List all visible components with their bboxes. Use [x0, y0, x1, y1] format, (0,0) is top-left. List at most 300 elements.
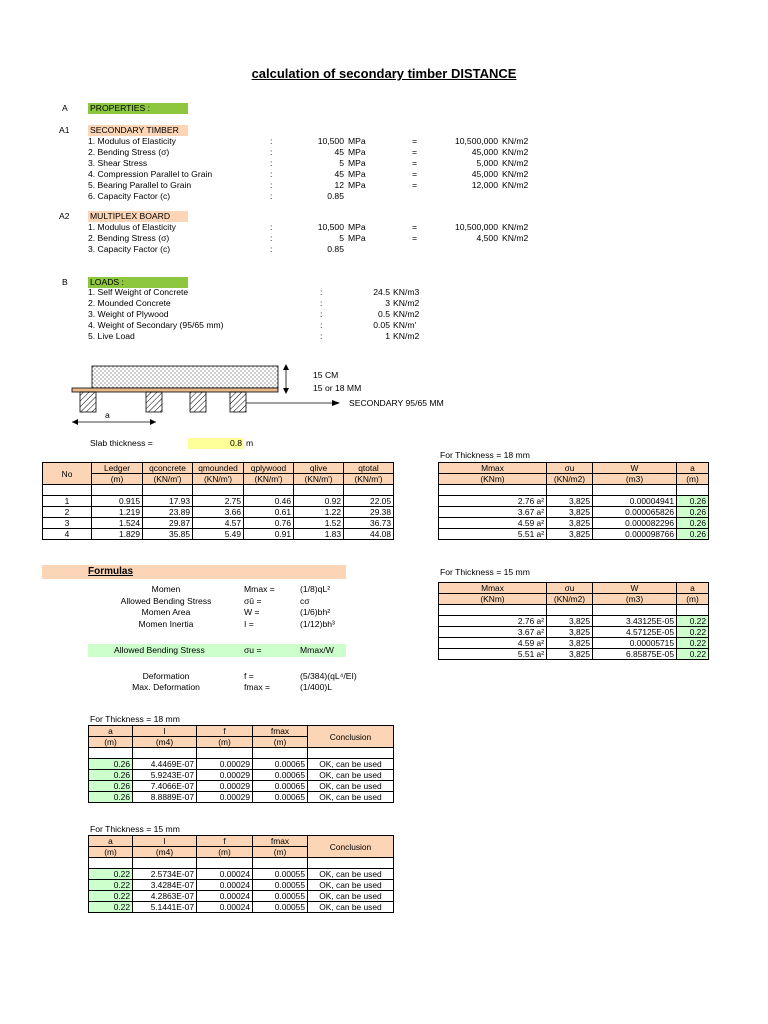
table-header-cell: I — [133, 726, 197, 737]
property-value-converted: 45,000 — [471, 169, 498, 179]
table-cell: OK, can be used — [308, 902, 394, 913]
table-cell — [92, 485, 143, 496]
table-cell: 29.38 — [344, 507, 394, 518]
table-cell: 0.26 — [89, 792, 133, 803]
table-row — [89, 891, 394, 902]
table-cell: 3.66 — [193, 507, 244, 518]
property-equals: = — [412, 169, 418, 179]
diagram-secondary-label: SECONDARY 95/65 MM — [349, 398, 444, 408]
load-value: 0.05 — [373, 320, 390, 330]
load-name: 3. Weight of Plywood — [88, 309, 169, 319]
table-cell: 1 — [43, 496, 92, 507]
table-row — [43, 518, 394, 529]
property-unit: MPa — [348, 222, 366, 232]
table-cell: 0.00055 — [253, 891, 308, 902]
property-name: 4. Compression Parallel to Grain — [88, 169, 213, 179]
table-cell — [197, 748, 253, 759]
table-cell — [143, 485, 193, 496]
table-row — [439, 507, 709, 518]
property-value: 5 — [339, 158, 344, 168]
table-cell: 0.26 — [677, 507, 709, 518]
table-row — [89, 902, 394, 913]
table-cell: 1.829 — [92, 529, 143, 540]
table-unit-cell: (m) — [89, 737, 133, 748]
property-colon: : — [270, 136, 273, 146]
table-cell: 0.00029 — [197, 792, 253, 803]
property-colon: : — [270, 147, 273, 157]
table-cell: 0.00024 — [197, 902, 253, 913]
table-cell: 2.75 — [193, 496, 244, 507]
formula-expression: (1/6)bh² — [300, 607, 331, 617]
table-unit-row — [439, 474, 709, 485]
table-cell: 22.05 — [344, 496, 394, 507]
section-a2-code: A2 — [59, 211, 70, 221]
table-unit-cell: (KNm) — [439, 594, 547, 605]
table-cell: 0.26 — [677, 529, 709, 540]
dtable15-caption: For Thickness = 15 mm — [90, 824, 180, 834]
table-cell: 2.5734E-07 — [133, 869, 197, 880]
table-cell: 0.22 — [677, 638, 709, 649]
load-value: 0.5 — [378, 309, 390, 319]
table-cell: OK, can be used — [308, 792, 394, 803]
table-cell: 1.83 — [294, 529, 344, 540]
mtable15-caption: For Thickness = 15 mm — [440, 567, 530, 577]
table-row — [439, 518, 709, 529]
property-equals: = — [412, 147, 418, 157]
table-row — [89, 759, 394, 770]
load-name: 5. Live Load — [88, 331, 135, 341]
table-cell: 3,825 — [547, 649, 593, 660]
table-cell: 23.89 — [143, 507, 193, 518]
formula-symbol: I = — [244, 618, 254, 629]
table-cell: OK, can be used — [308, 891, 394, 902]
table-cell: 0.91 — [244, 529, 294, 540]
property-equals: = — [412, 233, 418, 243]
table-cell: OK, can be used — [308, 759, 394, 770]
table-cell: OK, can be used — [308, 770, 394, 781]
table-row — [43, 507, 394, 518]
table-cell: 36.73 — [344, 518, 394, 529]
table-cell: 5.51 a² — [439, 649, 547, 660]
table-cell — [439, 485, 547, 496]
table-cell — [593, 605, 677, 616]
table-row — [439, 638, 709, 649]
load-value: 24.5 — [373, 287, 390, 297]
property-value-converted: 10,500,000 — [454, 222, 498, 232]
property-unit-converted: KN/m2 — [502, 169, 529, 179]
formula-allowed-name: Allowed Bending Stress — [114, 645, 205, 655]
load-unit: KN/m2 — [393, 298, 420, 308]
table-cell: 0.61 — [244, 507, 294, 518]
property-unit-converted: KN/m2 — [502, 222, 529, 232]
page-title: calculation of secondary timber DISTANCE — [251, 66, 517, 81]
property-name: 3. Shear Stress — [88, 158, 148, 168]
property-value: 45 — [334, 147, 344, 157]
table-unit-cell: (m) — [197, 847, 253, 858]
table-cell: 0.00024 — [197, 880, 253, 891]
load-colon: : — [320, 320, 323, 330]
table-cell — [253, 748, 308, 759]
secondary-beam-4 — [230, 392, 246, 412]
formula-symbol: W = — [244, 607, 260, 617]
load-name: 4. Weight of Secondary (95/65 mm) — [88, 320, 224, 330]
table-row — [439, 496, 709, 507]
table-cell: 1.22 — [294, 507, 344, 518]
table-cell: 5.9243E-07 — [133, 770, 197, 781]
table-cell: 0.22 — [89, 880, 133, 891]
formula-expression: (1/12)bh³ — [300, 618, 335, 629]
table-row — [439, 529, 709, 540]
load-name: 2. Mounded Concrete — [88, 298, 171, 308]
table-cell: 0.22 — [89, 869, 133, 880]
table-cell — [193, 485, 244, 496]
plywood-board-shape — [72, 388, 278, 392]
table-row — [43, 529, 394, 540]
mtable18-caption: For Thickness = 18 mm — [440, 450, 530, 460]
table-unit-cell: (m) — [677, 594, 709, 605]
table-row — [439, 649, 709, 660]
property-unit: MPa — [348, 233, 366, 243]
table-cell — [197, 858, 253, 869]
table-cell: 0.00065 — [253, 781, 308, 792]
table-unit-cell: (m3) — [593, 474, 677, 485]
table-cell — [439, 605, 547, 616]
diagram-board-label: 15 or 18 MM — [313, 383, 362, 393]
secondary-beam-1 — [80, 392, 96, 412]
table-unit-cell: (m4) — [133, 737, 197, 748]
table-cell: 1.52 — [294, 518, 344, 529]
property-unit-converted: KN/m2 — [502, 158, 529, 168]
property-colon: : — [270, 180, 273, 190]
table-unit-cell: (KN/m2) — [547, 474, 593, 485]
moment-table-18mm — [438, 462, 709, 540]
property-value: 0.85 — [327, 244, 344, 254]
table-cell: 2 — [43, 507, 92, 518]
load-colon: : — [320, 287, 323, 297]
deflection-table-15mm — [88, 835, 394, 913]
table-cell: 0.26 — [89, 759, 133, 770]
table-cell: 0.00005715 — [593, 638, 677, 649]
table-header-cell: qlive — [294, 463, 344, 474]
table-cell: 0.000065826 — [593, 507, 677, 518]
load-value: 3 — [385, 298, 390, 308]
table-cell — [593, 485, 677, 496]
table-cell: 0.00029 — [197, 770, 253, 781]
table-header-cell: σu — [547, 463, 593, 474]
property-value: 10,500 — [317, 136, 344, 146]
property-name: 2. Bending Stress (σ) — [88, 233, 170, 243]
table-header-cell: Ledger — [92, 463, 143, 474]
table-unit-cell: (m3) — [593, 594, 677, 605]
property-equals: = — [412, 136, 418, 146]
table-cell: 3.43125E-05 — [593, 616, 677, 627]
load-unit: KN/m' — [393, 320, 417, 330]
property-unit-converted: KN/m2 — [502, 180, 529, 190]
secondary-beam-2 — [146, 392, 162, 412]
table-cell: OK, can be used — [308, 880, 394, 891]
table-cell: 2.76 a² — [439, 616, 547, 627]
formula-expression: (1/8)qL² — [300, 584, 331, 594]
secondary-beam-3 — [190, 392, 206, 412]
table-cell: 0.92 — [294, 496, 344, 507]
table-header-row — [43, 463, 394, 474]
property-equals: = — [412, 222, 418, 232]
property-name: 5. Bearing Parallel to Grain — [88, 180, 192, 190]
moment-table-15mm — [438, 582, 709, 660]
table-cell: 0.22 — [677, 627, 709, 638]
formwork-diagram — [70, 360, 490, 432]
table-cell: 0.26 — [89, 770, 133, 781]
table-unit-cell: (m) — [253, 737, 308, 748]
property-unit-converted: KN/m2 — [502, 233, 529, 243]
table-cell: 4.2863E-07 — [133, 891, 197, 902]
property-unit: MPa — [348, 169, 366, 179]
table-cell — [677, 605, 709, 616]
deflection-table-18mm — [88, 725, 394, 803]
table-cell: 4.59 a² — [439, 518, 547, 529]
formula-expression: (1/400)L — [300, 682, 333, 692]
table-cell: 6.85875E-05 — [593, 649, 677, 660]
table-cell: 3,825 — [547, 638, 593, 649]
table-cell — [677, 485, 709, 496]
load-unit: KN/m2 — [393, 331, 420, 341]
property-value: 45 — [334, 169, 344, 179]
table-header-cell: f — [197, 726, 253, 737]
slab-thickness-value: 0.8 — [188, 438, 244, 449]
table-cell — [308, 858, 394, 869]
table-cell — [43, 485, 92, 496]
table-header-row — [439, 583, 709, 594]
table-cell: 3,825 — [547, 616, 593, 627]
formula-name: Max. Deformation — [132, 682, 200, 692]
table-cell — [244, 485, 294, 496]
table-cell — [253, 858, 308, 869]
property-value: 5 — [339, 233, 344, 243]
table-cell: 0.00065 — [253, 792, 308, 803]
table-cell: 0.00004941 — [593, 496, 677, 507]
property-unit: MPa — [348, 180, 366, 190]
table-header-cell: a — [677, 583, 709, 594]
table-cell: 4.4469E-07 — [133, 759, 197, 770]
formula-symbol: fmax = — [244, 682, 271, 692]
table-cell: 1.219 — [92, 507, 143, 518]
formula-symbol: f = — [244, 671, 254, 681]
table-cell: 0.46 — [244, 496, 294, 507]
property-value: 10,500 — [317, 222, 344, 232]
table-unit-cell: (KNm) — [439, 474, 547, 485]
table-cell: 0.00029 — [197, 781, 253, 792]
table-row — [89, 792, 394, 803]
table-cell: 4 — [43, 529, 92, 540]
table-cell: 3,825 — [547, 529, 593, 540]
property-value-converted: 12,000 — [471, 180, 498, 190]
table-cell: 0.000098766 — [593, 529, 677, 540]
formula-name: Allowed Bending Stress — [120, 595, 212, 606]
table-cell — [308, 748, 394, 759]
table-header-cell: f — [197, 836, 253, 847]
table-cell: 5.49 — [193, 529, 244, 540]
property-equals: = — [412, 158, 418, 168]
table-cell: 0.22 — [89, 902, 133, 913]
table-row — [439, 627, 709, 638]
property-name: 3. Capacity Factor (c) — [88, 244, 171, 254]
table-cell: 3,825 — [547, 507, 593, 518]
property-unit: MPa — [348, 158, 366, 168]
table-header-row — [89, 836, 394, 847]
property-unit: MPa — [348, 147, 366, 157]
formula-expression: (5/384)(qL⁴/EI) — [300, 671, 357, 681]
load-unit: KN/m2 — [393, 309, 420, 319]
table-cell: 0.00065 — [253, 770, 308, 781]
table-cell: 0.00055 — [253, 902, 308, 913]
table-cell: 3,825 — [547, 627, 593, 638]
table-header-cell: Conclusion — [308, 726, 394, 748]
concrete-slab-shape — [92, 366, 278, 388]
table-spacer-row — [439, 605, 709, 616]
table-spacer-row — [89, 748, 394, 759]
property-value: 12 — [334, 180, 344, 190]
table-cell: 29.87 — [143, 518, 193, 529]
property-value-converted: 10,500,000 — [454, 136, 498, 146]
formula-expression: cσ — [300, 595, 310, 606]
table-unit-cell: (m) — [89, 847, 133, 858]
table-cell: 0.26 — [677, 496, 709, 507]
table-unit-row — [439, 594, 709, 605]
table-unit-cell: (m) — [253, 847, 308, 858]
table-header-cell: qplywood — [244, 463, 294, 474]
property-equals: = — [412, 180, 418, 190]
table-cell: 0.00055 — [253, 880, 308, 891]
table-header-cell: qtotal — [344, 463, 394, 474]
formula-allowed-sym: σu = — [244, 645, 262, 655]
table-row — [439, 616, 709, 627]
formula-symbol: σû = — [244, 595, 262, 606]
table-cell: 3 — [43, 518, 92, 529]
table-cell: 4.57125E-05 — [593, 627, 677, 638]
property-unit-converted: KN/m2 — [502, 147, 529, 157]
table-cell: 0.000082296 — [593, 518, 677, 529]
table-cell — [547, 485, 593, 496]
table-cell — [89, 748, 133, 759]
section-a1-label: SECONDARY TIMBER — [88, 125, 188, 136]
property-colon: : — [270, 169, 273, 179]
table-header-row — [89, 726, 394, 737]
property-unit: MPa — [348, 136, 366, 146]
table-cell: 0.76 — [244, 518, 294, 529]
table-cell — [344, 485, 394, 496]
table-header-cell: qconcrete — [143, 463, 193, 474]
table-unit-cell: (KN/m') — [294, 474, 344, 485]
table-cell: 4.57 — [193, 518, 244, 529]
dtable18-caption: For Thickness = 18 mm — [90, 714, 180, 724]
table-cell: 2.76 a² — [439, 496, 547, 507]
table-cell: 4.59 a² — [439, 638, 547, 649]
table-header-cell: a — [677, 463, 709, 474]
property-value-converted: 5,000 — [476, 158, 498, 168]
property-name: 2. Bending Stress (σ) — [88, 147, 170, 157]
section-a1-code: A1 — [59, 125, 70, 135]
table-header-cell: Conclusion — [308, 836, 394, 858]
table-header-cell: I — [133, 836, 197, 847]
property-colon: : — [270, 222, 273, 232]
formula-symbol: Mmax = — [244, 584, 275, 594]
load-table — [42, 462, 394, 540]
slab-thickness-unit: m — [246, 438, 254, 448]
table-cell — [133, 858, 197, 869]
table-cell: OK, can be used — [308, 869, 394, 880]
property-unit-converted: KN/m2 — [502, 136, 529, 146]
load-colon: : — [320, 298, 323, 308]
table-cell — [133, 748, 197, 759]
formula-name: Momen Area — [141, 607, 191, 617]
table-cell: 0.22 — [89, 891, 133, 902]
table-unit-cell: (m) — [677, 474, 709, 485]
table-cell: 0.22 — [677, 649, 709, 660]
property-name: 6. Capacity Factor (c) — [88, 191, 171, 201]
table-cell: 3.4284E-07 — [133, 880, 197, 891]
table-unit-cell: (m4) — [133, 847, 197, 858]
table-row — [43, 496, 394, 507]
table-unit-cell: (KN/m2) — [547, 594, 593, 605]
table-header-row — [439, 463, 709, 474]
diagram-a-label: a — [105, 410, 110, 420]
table-cell: 3.67 a² — [439, 507, 547, 518]
slab-thickness-label: Slab thickness = — [90, 438, 153, 448]
table-header-cell: W — [593, 583, 677, 594]
table-row — [89, 869, 394, 880]
table-unit-row — [43, 474, 394, 485]
table-cell: 0.26 — [89, 781, 133, 792]
table-header-cell: a — [89, 836, 133, 847]
table-unit-cell: (m) — [197, 737, 253, 748]
table-cell: 0.00024 — [197, 869, 253, 880]
table-header-cell: σu — [547, 583, 593, 594]
load-unit: KN/m3 — [393, 287, 420, 297]
table-cell: 17.93 — [143, 496, 193, 507]
property-colon: : — [270, 191, 273, 201]
load-colon: : — [320, 309, 323, 319]
table-cell: 0.00055 — [253, 869, 308, 880]
load-value: 1 — [385, 331, 390, 341]
table-spacer-row — [43, 485, 394, 496]
load-name: 1. Self Weight of Concrete — [88, 287, 189, 297]
diagram-15cm-label: 15 CM — [313, 370, 339, 380]
table-unit-cell: (m) — [92, 474, 143, 485]
table-cell: 5.51 a² — [439, 529, 547, 540]
table-header-cell: W — [593, 463, 677, 474]
section-b-label: LOADS : — [88, 277, 188, 288]
property-colon: : — [270, 244, 273, 254]
section-a-code: A — [62, 103, 68, 113]
table-header-cell: Mmax — [439, 463, 547, 474]
table-cell: 3,825 — [547, 496, 593, 507]
table-cell: 44.08 — [344, 529, 394, 540]
property-colon: : — [270, 158, 273, 168]
table-cell — [294, 485, 344, 496]
section-a2-label: MULTIPLEX BOARD — [88, 211, 188, 222]
formula-allowed-expr: Mmax/W — [300, 645, 334, 655]
table-header-cell: qmounded — [193, 463, 244, 474]
table-unit-cell: (KN/m') — [193, 474, 244, 485]
table-header-cell: fmax — [253, 836, 308, 847]
table-cell: 3,825 — [547, 518, 593, 529]
table-unit-cell: (KN/m') — [244, 474, 294, 485]
table-header-cell: fmax — [253, 726, 308, 737]
table-cell: 0.00024 — [197, 891, 253, 902]
property-value-converted: 4,500 — [476, 233, 498, 243]
table-unit-cell: (KN/m') — [143, 474, 193, 485]
table-cell: 3.67 a² — [439, 627, 547, 638]
